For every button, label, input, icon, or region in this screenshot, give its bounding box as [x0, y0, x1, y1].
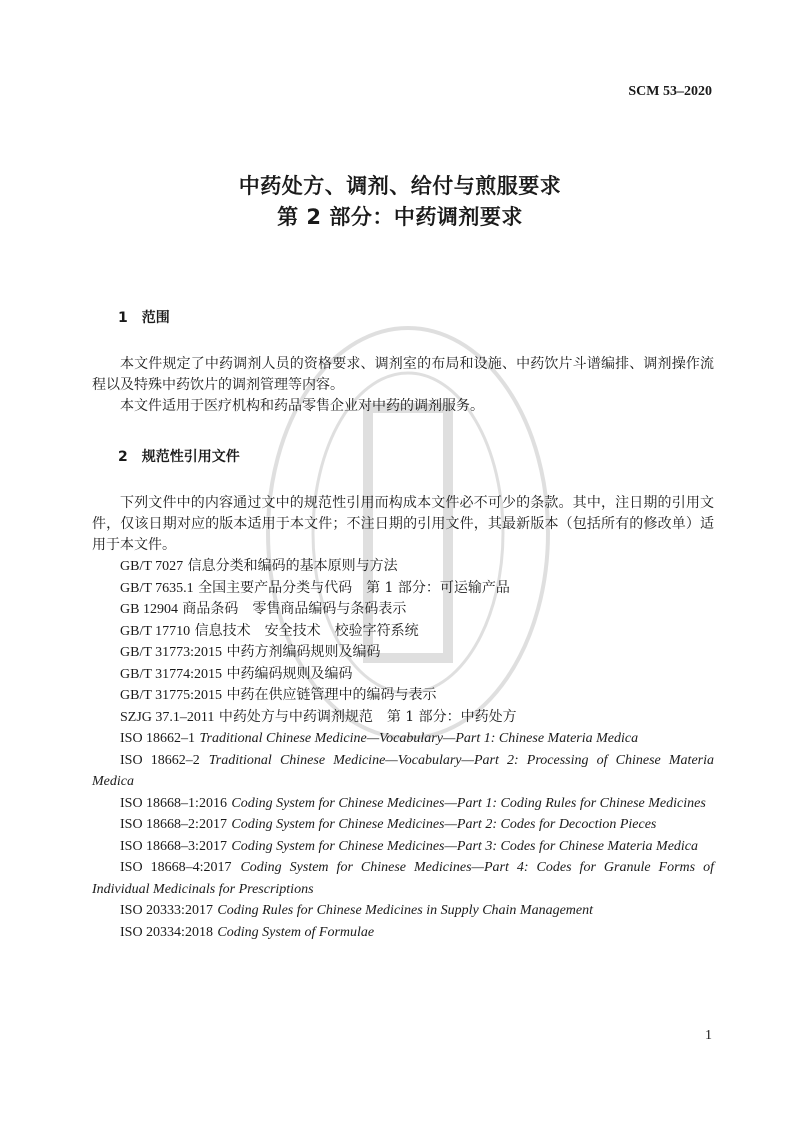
- reference-item: ISO 18668–3:2017 Coding System for Chinese Medicines—Part 3: Codes for Chinese Materia Medica: [120, 838, 699, 854]
- reference-item: ISO 20334:2018 Coding System of Formulae: [120, 924, 375, 940]
- reference-item: ISO 20333:2017 Coding Rules for Chinese Medicines in Supply Chain Management: [120, 903, 594, 918]
- document-title-line-1: 中药处方、调剂、给付与煎服要求: [238, 174, 562, 198]
- reference-item: GB/T 17710 信息技术 安全技术 校验字符系统: [120, 622, 419, 639]
- reference-item: ISO 18668–1:2016 Coding System for Chinese Medicines—Part 1: Coding Rules for Chinese Medicines: [120, 795, 706, 811]
- normative-references-intro: 下列文件中的内容通过文中的规范性引用而构成本文件必不可少的条款。其中，注日期的引用文件，仅该日期对应的版本适用于本文件；不注日期的引用文件，其最新版本（包括所有的修改单）适用于本文件。: [92, 495, 714, 553]
- section-1-heading: 1 范围: [118, 310, 170, 326]
- reference-item: GB/T 31774:2015 中药编码规则及编码: [120, 665, 353, 682]
- document-code: SCM 53–2020: [628, 84, 712, 99]
- reference-item: GB/T 31773:2015 中药方剂编码规则及编码: [120, 644, 381, 660]
- reference-item: GB/T 31775:2015 中药在供应链管理中的编码与表示: [120, 687, 437, 703]
- document-title-line-2: 第 2 部分：中药调剂要求: [277, 205, 523, 229]
- section-2-heading: 2 规范性引用文件: [118, 449, 240, 465]
- reference-item: GB/T 7027 信息分类和编码的基本原则与方法: [120, 558, 398, 574]
- reference-item: ISO 18668–4:2017 Coding System for Chinese Medicines—Part 4: Codes for Granule Forms of Individual Medicinals for Prescriptions: [92, 860, 715, 897]
- scope-paragraph: 本文件规定了中药调剂人员的资格要求、调剂室的布局和设施、中药饮片斗谱编排、调剂操作流程以及特殊中药饮片的调剂管理等内容。: [92, 356, 714, 393]
- reference-item: ISO 18668–2:2017 Coding System for Chinese Medicines—Part 2: Codes for Decoction Pieces: [120, 817, 657, 832]
- applicability-paragraph: 本文件适用于医疗机构和药品零售企业对中药的调剂服务。: [120, 398, 484, 414]
- reference-list: [92, 556, 714, 943]
- reference-item: GB 12904 商品条码 零售商品编码与条码表示: [120, 601, 407, 617]
- section-2-intro: [92, 493, 714, 556]
- reference-item: GB/T 7635.1 全国主要产品分类与代码 第 1 部分：可运输产品: [120, 579, 510, 596]
- reference-item: ISO 18662–1 Traditional Chinese Medicine—Vocabulary—Part 1: Chinese Materia Medica: [120, 731, 639, 746]
- reference-item: ISO 18662–2 Traditional Chinese Medicine—Vocabulary—Part 2: Processing of Chinese Materia Medica: [92, 752, 714, 789]
- section-1-body: [92, 354, 714, 417]
- page-number: 1: [705, 1028, 712, 1043]
- reference-item: SZJG 37.1–2011 中药处方与中药调剂规范 第 1 部分：中药处方: [120, 708, 517, 725]
